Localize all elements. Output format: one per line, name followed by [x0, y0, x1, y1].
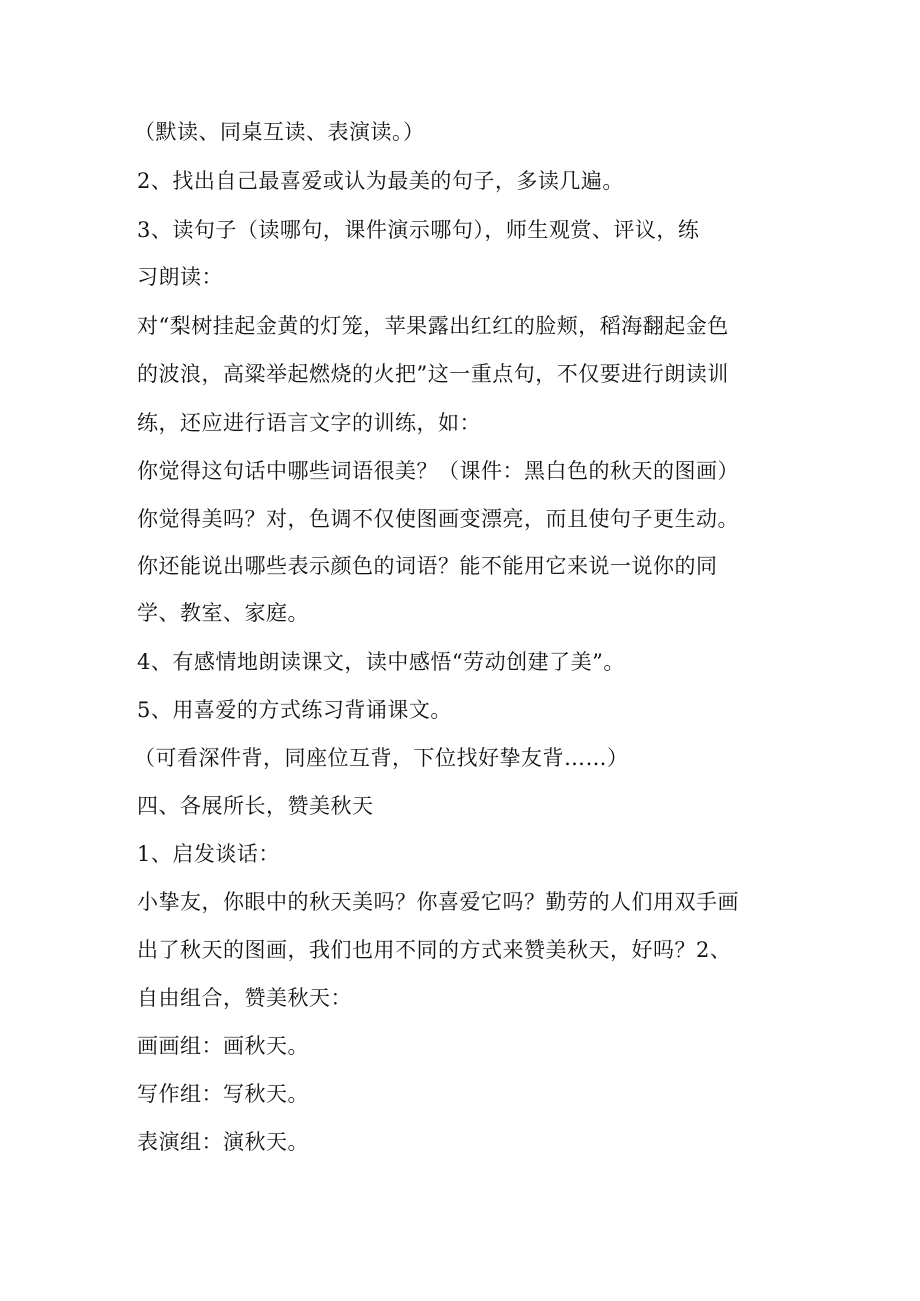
section-heading: 四、各展所长，赞美秋天: [137, 794, 374, 818]
text-line: （默读、同桌互读、表演读。）: [134, 120, 425, 144]
text-line: 的波浪，高粱举起燃烧的火把”这一重点句，不仅要进行朗读训: [137, 362, 729, 386]
text-line: 2、找出自己最喜爱或认为最美的句子，多读几遍。: [137, 169, 624, 193]
text-line: 写作组：写秋天。: [137, 1082, 309, 1106]
text-line: 自由组合，赞美秋天：: [137, 986, 352, 1010]
text-line: （可看深件背，同座位互背，下位找好挚友背……）: [134, 746, 629, 770]
text-line: 你觉得美吗？对，色调不仅使图画变漂亮，而且使句子更生动。: [137, 507, 739, 531]
text-line: 出了秋天的图画，我们也用不同的方式来赞美秋天，好吗？2、: [137, 938, 732, 962]
text-line: 小挚友，你眼中的秋天美吗？你喜爱它吗？勤劳的人们用双手画: [137, 890, 739, 914]
text-line: 4、有感情地朗读课文，读中感悟“劳动创建了美”。: [137, 650, 625, 674]
text-line: 3、读句子（读哪句，课件演示哪句），师生观赏、评议，练: [137, 218, 700, 242]
text-line: 练，还应进行语言文字的训练，如：: [137, 411, 481, 435]
text-line: 对“梨树挂起金黄的灯笼，苹果露出红红的脸颊，稻海翻起金色: [137, 314, 729, 338]
text-line: 习朗读：: [137, 265, 223, 289]
text-line: 表演组：演秋天。: [137, 1130, 309, 1154]
text-line: 画画组：画秋天。: [137, 1034, 309, 1058]
text-line: 5、用喜爱的方式练习背诵课文。: [137, 698, 452, 722]
text-line: 学、教室、家庭。: [137, 601, 309, 625]
text-line: 你觉得这句话中哪些词语很美？（课件：黑白色的秋天的图画）: [137, 459, 739, 483]
text-line: 你还能说出哪些表示颜色的词语？能不能用它来说一说你的同: [137, 554, 718, 578]
text-line: 1、启发谈话：: [137, 842, 280, 866]
